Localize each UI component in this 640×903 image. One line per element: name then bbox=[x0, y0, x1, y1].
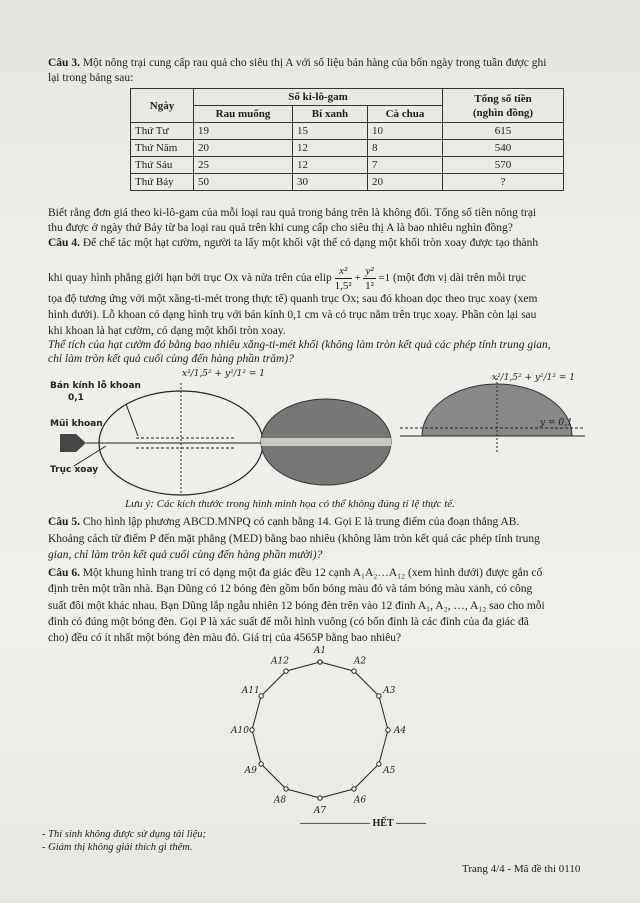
dodecagon-figure bbox=[220, 646, 420, 816]
page-number: Trang 4/4 - Mã đề thi 0110 bbox=[462, 863, 581, 875]
header-rau-muong: Rau muống bbox=[194, 106, 293, 123]
vertex-point bbox=[284, 669, 288, 673]
q6-label: Câu 6. bbox=[48, 567, 80, 579]
q3-line1 bbox=[48, 56, 546, 70]
vertex-label: A4 bbox=[393, 726, 407, 736]
q4-line1: Câu 4. Để chế tác một hạt cườm, người ta lấy một khối vật thể có dạng một khối tròn xoay được tạo thành bbox=[48, 237, 539, 249]
table-row: Thứ Sáu 25 12 7 570 bbox=[131, 157, 564, 174]
axis-label: Trục xoay bbox=[50, 465, 99, 475]
drill-label: Mũi khoan bbox=[50, 419, 103, 429]
header-ca-chua: Cà chua bbox=[368, 106, 443, 123]
vertex-label: A10 bbox=[231, 726, 249, 736]
sales-table bbox=[130, 88, 564, 191]
drill-radius-label: Bán kính lỗ khoan bbox=[50, 381, 141, 391]
q4-note: Lưu ý: Các kích thước trong hình minh họa có thể không đúng tỉ lệ thực tế. bbox=[125, 498, 455, 510]
header-day: Ngày bbox=[131, 89, 194, 123]
drill-bit-icon bbox=[60, 434, 86, 452]
footer-note2: - Giám thị không giải thích gì thêm. bbox=[42, 842, 193, 853]
q4-label: Câu 4. bbox=[48, 237, 80, 249]
vertex-label: A7 bbox=[313, 806, 327, 816]
vertex-point bbox=[318, 660, 322, 664]
vertex-point bbox=[386, 728, 390, 732]
vertex-point bbox=[377, 694, 381, 698]
bead-hole bbox=[261, 438, 391, 446]
q5-label: Câu 5. bbox=[48, 516, 80, 528]
q4-line4: hình dưới). Lỗ khoan có dạng hình trụ với bán kính 0,1 cm và có trục nằm trên trục xoay. Phần còn lại sau bbox=[48, 309, 537, 321]
vertex-label: A5 bbox=[383, 766, 396, 776]
q6-line1: Câu 6. Một khung hình trang trí có dạng một đa giác đều 12 cạnh A₁A₂…A₁₂ (xem hình dưới) được gắn cố bbox=[48, 567, 543, 579]
equation-right: x²/1,5² + y²/1² = 1 bbox=[492, 373, 575, 383]
q6-line2: định trên một trần nhà. Bạn Dũng có 12 bóng đèn gồm bốn bóng màu đỏ và tám bóng màu xanh, có công bbox=[48, 583, 533, 595]
vertex-label: A3 bbox=[383, 686, 396, 696]
vertex-label: A2 bbox=[353, 656, 367, 667]
dodecagon-outline bbox=[252, 662, 388, 798]
vertex-point bbox=[377, 762, 381, 766]
vertex-label: A6 bbox=[353, 795, 367, 806]
vertex-point bbox=[259, 762, 263, 766]
q5-line2: Khoảng cách từ điểm P đến mặt phẳng (MED) bằng bao nhiêu (không làm tròn kết quả các phép tính trung bbox=[48, 533, 540, 545]
line-label: y = 0,1 bbox=[540, 418, 573, 428]
bead-solid-figure bbox=[258, 395, 398, 490]
q5-line1: Câu 5. Cho hình lập phương ABCD.MNPQ có cạnh bằng 14. Gọi E là trung điểm của đoạn thẳng AB. bbox=[48, 516, 520, 528]
equation-left: x²/1,5² + y²/1² = 1 bbox=[182, 369, 265, 379]
radius-pointer bbox=[126, 404, 138, 436]
bead-drill-figure bbox=[46, 368, 276, 498]
q4-line6: Thể tích của hạt cườm đó bằng bao nhiêu xăng-ti-mét khối (không làm tròn kết quả các phép tính trung gian, bbox=[48, 339, 551, 351]
q4-line7: chỉ làm tròn kết quả cuối cùng đến hàng phần trăm)? bbox=[48, 353, 294, 365]
table-row: Thứ Bảy 50 30 20 ? bbox=[131, 174, 564, 191]
vertex-point bbox=[250, 728, 254, 732]
ellipse-equation: $\frac{\text{x²}}{\text{1,5²}}$ + $\frac{\text{y²}}{\text{1²}}$ =1 bbox=[334, 265, 391, 292]
q6-line5: cho) đều có ít nhất một bóng đèn màu đỏ. Giá trị của 4565P bằng bao nhiêu? bbox=[48, 632, 402, 644]
q6-line4: đỉnh có đúng một bóng đèn. Gọi P là xác suất để mỗi hình vuông (có bốn đỉnh là các đỉnh của đa giác đã bbox=[48, 616, 529, 628]
vertex-label: A8 bbox=[273, 795, 287, 806]
end-mark: ——————— HẾT ——— bbox=[300, 818, 426, 829]
q3-after2: thu được ở ngày thứ Bảy từ ba loại rau quả trên khi cung cấp cho siêu thị A là bao nhiêu nghìn đồng? bbox=[48, 222, 513, 234]
half-ellipse-figure bbox=[400, 368, 590, 468]
q4-line3: tọa độ tương ứng với một xăng-ti-mét trong thực tế) quanh trục Ox; sau đó khoan dọc theo trục xoay (xem bbox=[48, 293, 538, 305]
footer-note1: - Thí sinh không được sử dụng tài liệu; bbox=[42, 829, 207, 840]
q6-line3: suất đôi một khác nhau. Bạn Dũng lắp ngẫu nhiên 12 bóng đèn trên vào 12 đỉnh A₁, A₂, …, A₁₂ sao cho mỗi bbox=[48, 600, 545, 612]
drill-radius-value: 0,1 bbox=[68, 393, 84, 403]
q3-line2: lại trong bảng sau: bbox=[48, 72, 134, 84]
q5-line3: gian, chỉ làm tròn kết quả cuối cùng đến hàng phần mười)? bbox=[48, 549, 323, 561]
table-row: Thứ Năm 20 12 8 540 bbox=[131, 140, 564, 157]
vertex-point bbox=[318, 796, 322, 800]
vertex-point bbox=[352, 669, 356, 673]
vertex-point bbox=[352, 787, 356, 791]
q3-label: Câu 3. bbox=[48, 57, 80, 69]
vertex-label: A1 bbox=[313, 646, 327, 656]
header-total: Tổng số tiền (nghìn đồng) bbox=[443, 89, 564, 123]
vertex-point bbox=[284, 787, 288, 791]
table-row: Thứ Tư 19 15 10 615 bbox=[131, 123, 564, 140]
q3-text1: Một nông trại cung cấp rau quả cho siêu thị A với số liệu bán hàng của bốn ngày trong tuần được ghi bbox=[82, 57, 547, 69]
header-kg: Số ki-lô-gam bbox=[194, 89, 443, 106]
vertex-label: A11 bbox=[241, 686, 260, 696]
vertex-label: A12 bbox=[271, 656, 289, 667]
vertex-label: A9 bbox=[244, 766, 257, 776]
q3-after1: Biết rằng đơn giá theo ki-lô-gam của mỗi loại rau quả trong bảng trên là không đổi. Tổng số tiền nông trại bbox=[48, 207, 537, 219]
q4-line2: khi quay hình phẳng giới hạn bởi trục Ox và nửa trên của elip $\frac{\text{x²}}{\text{1,5²}}$ + $\frac{\text{y²}}{\text{1²}}$ =1 (một đơn vị dài trên mỗi trục bbox=[48, 265, 527, 292]
q4-line5: khi khoan là hạt cườm, có dạng một khối tròn xoay. bbox=[48, 325, 286, 337]
header-bi-xanh: Bí xanh bbox=[293, 106, 368, 123]
